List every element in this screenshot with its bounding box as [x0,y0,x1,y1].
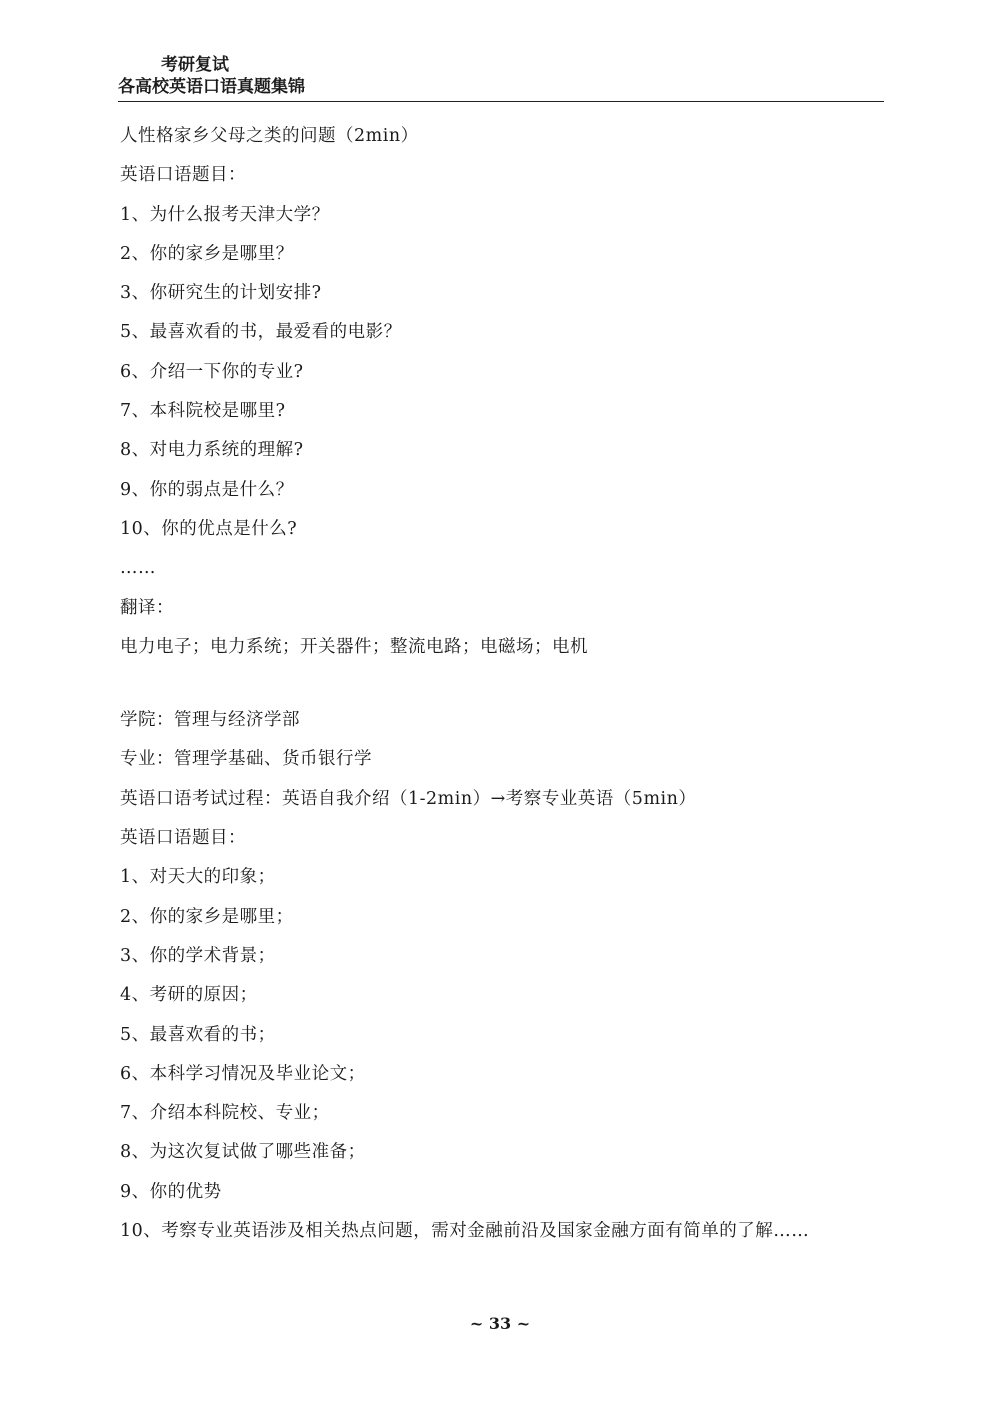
question-item: 9、你的弱点是什么？ [120,479,294,500]
question-item: 10、你的优点是什么? [120,518,298,539]
section1-questions-title: 英语口语题目： [120,165,246,186]
question-item: 5、最喜欢看的书； [120,1024,276,1045]
question-item: 6、本科学习情况及毕业论文； [120,1063,366,1084]
question-item: 8、对电力系统的理解? [120,440,304,461]
translation-title: 翻译： [120,597,174,618]
section2-questions-title: 英语口语题目： [120,828,246,849]
college-line: 学院：管理与经济学部 [120,710,300,731]
question-item: 10、考察专业英语涉及相关热点问题，需对金融前沿及国家金融方面有简单的了解…… [120,1221,810,1242]
section1-intro: 人性格家乡父母之类的问题（2min） [120,126,419,146]
question-item: 7、介绍本科院校、专业； [120,1103,330,1124]
question-item: 1、为什么报考天津大学？ [120,204,330,225]
exam-process: 英语口语考试过程：英语自我介绍（1-2min）→考察专业英语（5min） [120,788,697,809]
header-title: 考研复试 [161,55,229,75]
question-item: 4、考研的原因； [120,985,258,1006]
ellipsis: …… [120,558,156,579]
question-item: 9、你的优势 [120,1181,222,1202]
section-gap [120,667,900,701]
question-item: 3、你研究生的计划安排? [120,283,322,304]
question-item: 2、你的家乡是哪里？ [120,243,294,264]
question-item: 8、为这次复试做了哪些准备； [120,1142,366,1163]
question-item: 1、对天大的印象； [120,867,276,888]
translation-terms: 电力电子；电力系统；开关器件；整流电路；电磁场；电机 [120,636,588,657]
page-header [118,54,884,102]
question-item: 7、本科院校是哪里? [120,401,286,422]
header-subtitle: 各高校英语口语真题集锦 [118,77,305,97]
page-number: ~ 33 ~ [469,1314,531,1333]
page-content [120,117,900,1251]
question-item: 5、最喜欢看的书，最爱看的电影？ [120,322,402,343]
question-item: 2、你的家乡是哪里； [120,906,294,927]
question-item: 6、介绍一下你的专业? [120,361,304,382]
question-item: 3、你的学术背景； [120,945,276,966]
major-line: 专业：管理学基础、货币银行学 [120,749,372,770]
